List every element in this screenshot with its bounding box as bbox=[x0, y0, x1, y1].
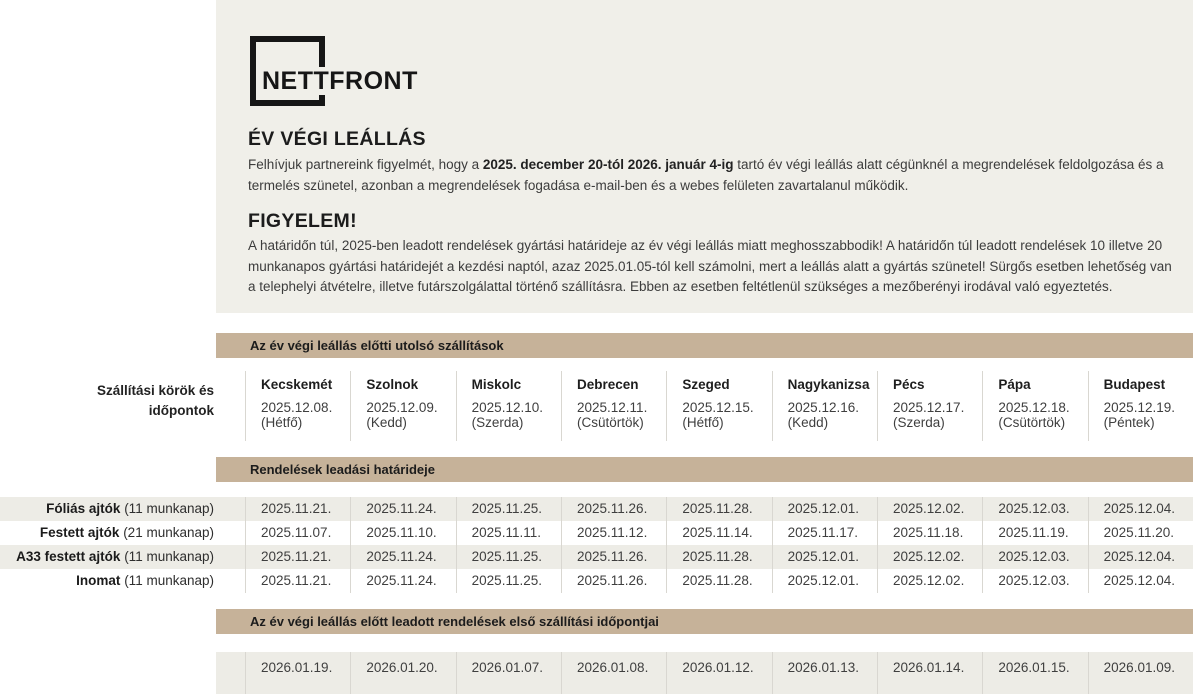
deadline-row-label: Fóliás ajtók (11 munkanap) bbox=[46, 501, 214, 516]
city-header-row bbox=[245, 371, 1193, 441]
deadline-product-name: Festett ajtók bbox=[39, 525, 120, 540]
deadline-row bbox=[0, 569, 1193, 593]
deadline-row-label: Festett ajtók (21 munkanap) bbox=[39, 525, 214, 540]
city-column bbox=[456, 371, 561, 441]
deadline-date-cell: 2025.11.17. bbox=[772, 521, 877, 545]
deadline-date-cell: 2025.11.18. bbox=[877, 521, 982, 545]
city-shipment-day: (Szerda) bbox=[893, 415, 945, 430]
deadline-row bbox=[0, 521, 1193, 545]
city-column bbox=[245, 371, 350, 441]
city-name: Pápa bbox=[998, 377, 1031, 392]
city-shipment-day: (Hétfő) bbox=[682, 415, 724, 430]
section-bar-deadlines-label: Rendelések leadási határideje bbox=[250, 462, 435, 477]
city-name: Budapest bbox=[1103, 377, 1166, 392]
deadline-date-cell: 2025.12.02. bbox=[877, 497, 982, 521]
city-shipment-date: 2025.12.18. bbox=[998, 400, 1070, 415]
deadline-date-cell: 2025.11.20. bbox=[1088, 521, 1193, 545]
deadline-date-cell: 2025.11.07. bbox=[245, 521, 350, 545]
deadline-date-cell: 2025.11.21. bbox=[245, 545, 350, 569]
deadline-date-cell: 2025.11.21. bbox=[245, 569, 350, 593]
city-column bbox=[982, 371, 1087, 441]
section-bar-last-shipments-label: Az év végi leállás előtti utolsó szállítások bbox=[250, 338, 504, 353]
city-column bbox=[877, 371, 982, 441]
shipping-rounds-label-line2: időpontok bbox=[148, 403, 214, 418]
city-shipment-date: 2025.12.09. bbox=[366, 400, 438, 415]
city-shipment-date: 2025.12.11. bbox=[577, 400, 648, 415]
city-shipment-date: 2025.12.15. bbox=[682, 400, 754, 415]
deadline-row-cells bbox=[245, 545, 1193, 569]
city-shipment-day: (Szerda) bbox=[471, 415, 524, 430]
deadline-date-cell: 2025.11.10. bbox=[350, 521, 455, 545]
city-shipment-date: 2025.12.17. bbox=[893, 400, 965, 415]
city-shipment-day: (Csütörtök) bbox=[998, 415, 1066, 430]
deadline-row-label: Inomat (11 munkanap) bbox=[76, 573, 214, 588]
intro-text-bold: 2025. december 20-tól 2026. január 4-ig bbox=[482, 157, 734, 172]
city-name: Szolnok bbox=[366, 377, 419, 392]
deadline-product-name: A33 festett ajtók bbox=[16, 549, 121, 564]
deadline-date-cell: 2025.11.24. bbox=[350, 545, 455, 569]
city-shipment-day: (Péntek) bbox=[1103, 415, 1155, 430]
city-name: Kecskemét bbox=[261, 377, 333, 392]
first-shipment-date-cell: 2026.01.19. bbox=[245, 652, 350, 694]
deadline-row-cells bbox=[245, 521, 1193, 545]
city-shipment-date: 2025.12.19. bbox=[1103, 400, 1175, 415]
city-column bbox=[1088, 371, 1193, 441]
city-column bbox=[561, 371, 666, 441]
city-name: Szeged bbox=[682, 377, 730, 392]
deadline-date-cell: 2025.11.12. bbox=[561, 521, 666, 545]
deadline-date-cell: 2025.12.01. bbox=[772, 497, 877, 521]
header-panel bbox=[216, 0, 1193, 313]
city-shipment-day: (Kedd) bbox=[366, 415, 407, 430]
deadline-row bbox=[0, 497, 1193, 521]
deadline-date-cell: 2025.12.01. bbox=[772, 545, 877, 569]
deadline-product-name: Inomat bbox=[76, 573, 121, 588]
city-shipment-day: (Csütörtök) bbox=[577, 415, 644, 430]
deadline-date-cell: 2025.12.02. bbox=[877, 569, 982, 593]
deadline-date-cell: 2025.12.01. bbox=[772, 569, 877, 593]
section-bar-last-shipments bbox=[216, 333, 1193, 358]
first-shipment-date-cell: 2026.01.09. bbox=[1088, 652, 1193, 694]
deadline-date-cell: 2025.11.26. bbox=[561, 497, 666, 521]
deadline-row-label: A33 festett ajtók (11 munkanap) bbox=[16, 549, 214, 564]
first-shipment-date-cell: 2026.01.07. bbox=[456, 652, 561, 694]
deadline-row-cells bbox=[245, 497, 1193, 521]
deadline-date-cell: 2025.12.04. bbox=[1088, 497, 1193, 521]
city-name: Pécs bbox=[893, 377, 925, 392]
deadline-date-cell: 2025.11.25. bbox=[456, 497, 561, 521]
warning-paragraph: A határidőn túl, 2025-ben leadott rendelések gyártási határideje az év végi leállás miatt meghosszabbodik! A határidőn túl leadott rendelések 10 illetve 20 munkanapos gyártási határidejét a kezdési naptól, azaz 2025.01.05-tól kell számolni, mert a leállás alatt a gyártás szünetel! Sürgős esetben lehetőség van a telephelyi átvételre, illetve futárszolgálattal történő szállításra. Ebben az esetben feltétlenül szükséges a mezőberényi irodával való egyeztetés. bbox=[248, 238, 1172, 294]
intro-paragraph bbox=[248, 155, 1186, 196]
deadline-date-cell: 2025.11.11. bbox=[456, 521, 561, 545]
deadline-date-cell: 2025.11.24. bbox=[350, 497, 455, 521]
city-name: Nagykanizsa bbox=[787, 377, 870, 392]
city-shipment-date: 2025.12.08. bbox=[261, 400, 333, 415]
city-column bbox=[772, 371, 877, 441]
deadline-date-cell: 2025.12.04. bbox=[1088, 569, 1193, 593]
city-shipment-day: (Kedd) bbox=[787, 415, 829, 430]
first-shipment-cells bbox=[245, 652, 1193, 694]
deadline-date-cell: 2025.11.25. bbox=[456, 545, 561, 569]
city-shipment-date: 2025.12.10. bbox=[471, 400, 543, 415]
city-column bbox=[350, 371, 455, 441]
deadline-date-cell: 2025.12.04. bbox=[1088, 545, 1193, 569]
first-shipment-row bbox=[216, 652, 1193, 694]
page-title: ÉV VÉGI LEÁLLÁS bbox=[248, 128, 426, 150]
deadline-date-cell: 2025.11.14. bbox=[666, 521, 771, 545]
city-shipment-day: (Hétfő) bbox=[261, 415, 303, 430]
logo-wordmark: NETTFRONT bbox=[262, 67, 423, 95]
deadline-date-cell: 2025.12.03. bbox=[982, 569, 1087, 593]
shipping-rounds-label-line1: Szállítási körök és bbox=[96, 383, 214, 398]
section-bar-first-shipments bbox=[216, 609, 1193, 634]
city-column bbox=[666, 371, 771, 441]
deadline-date-cell: 2025.11.25. bbox=[456, 569, 561, 593]
deadline-product-name: Fóliás ajtók bbox=[46, 501, 121, 516]
shipping-rounds-label bbox=[0, 381, 214, 421]
city-name: Miskolc bbox=[471, 377, 522, 392]
deadline-date-cell: 2025.11.28. bbox=[666, 545, 771, 569]
deadline-date-cell: 2025.11.21. bbox=[245, 497, 350, 521]
first-shipment-date-cell: 2026.01.12. bbox=[666, 652, 771, 694]
first-shipment-date-cell: 2026.01.15. bbox=[982, 652, 1087, 694]
deadline-date-cell: 2025.12.02. bbox=[877, 545, 982, 569]
city-name: Debrecen bbox=[577, 377, 639, 392]
deadline-date-cell: 2025.12.03. bbox=[982, 545, 1087, 569]
section-bar-deadlines bbox=[216, 457, 1193, 482]
first-shipment-date-cell: 2026.01.08. bbox=[561, 652, 666, 694]
deadline-date-cell: 2025.11.24. bbox=[350, 569, 455, 593]
deadline-date-cell: 2025.12.03. bbox=[982, 497, 1087, 521]
deadline-date-cell: 2025.11.28. bbox=[666, 497, 771, 521]
deadline-date-cell: 2025.11.26. bbox=[561, 545, 666, 569]
city-shipment-date: 2025.12.16. bbox=[787, 400, 859, 415]
deadline-date-cell: 2025.11.26. bbox=[561, 569, 666, 593]
intro-text-post: tartó év végi leállás alatt cégünknél a megrendelések feldolgozása és a termelés szünetel, azonban a megrendelések fogadása e-mail-ben és a webes felületen zavartalanul működik. bbox=[248, 157, 1164, 193]
section-bar-first-shipments-label: Az év végi leállás előtt leadott rendelések első szállítási időpontjai bbox=[250, 614, 659, 629]
first-shipment-date-cell: 2026.01.14. bbox=[877, 652, 982, 694]
deadline-row-cells bbox=[245, 569, 1193, 593]
deadline-row bbox=[0, 545, 1193, 569]
intro-text-pre: Felhívjuk partnereink figyelmét, hogy a bbox=[248, 157, 483, 172]
deadline-date-cell: 2025.11.19. bbox=[982, 521, 1087, 545]
first-shipment-date-cell: 2026.01.20. bbox=[350, 652, 455, 694]
first-shipment-date-cell: 2026.01.13. bbox=[772, 652, 877, 694]
deadline-date-cell: 2025.11.28. bbox=[666, 569, 771, 593]
warning-title: FIGYELEM! bbox=[248, 210, 357, 232]
